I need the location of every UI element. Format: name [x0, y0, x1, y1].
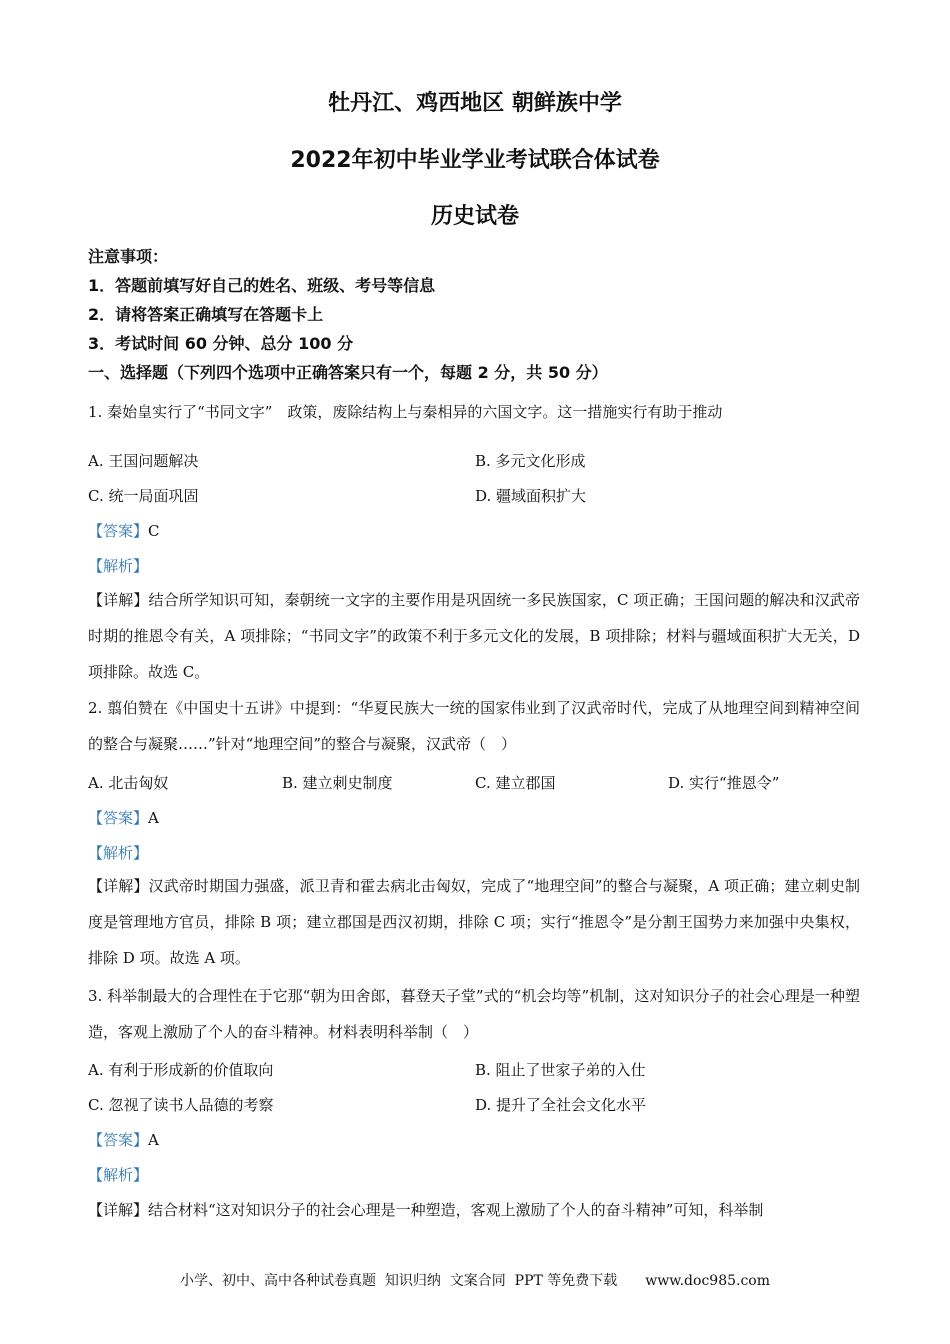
q2-answer: [88, 807, 159, 828]
q1-answer: [88, 520, 160, 541]
q1-analysis: [88, 555, 148, 576]
answer-label: 【答案】: [88, 1131, 149, 1149]
answer-label: 【答案】: [88, 522, 149, 540]
q2-option-c: C. 建立郡国: [475, 774, 556, 792]
q1-option-c: C. 统一局面巩固: [88, 487, 199, 505]
q1-stem: 1. 秦始皇实行了“书同文字” 政策，废除结构上与秦相异的六国文字。这一措施实行有助于推动: [88, 403, 723, 421]
detail-label: 【详解】: [88, 1201, 149, 1219]
notice-item-2: 2．请将答案正确填写在答题卡上: [88, 305, 324, 324]
notice-item-1: 1．答题前填写好自己的姓名、班级、考号等信息: [88, 276, 436, 295]
q2-option-b: B. 建立刺史制度: [282, 774, 393, 792]
q2-option-d: D. 实行“推恩令”: [668, 774, 780, 792]
q2-option-a: A. 北击匈奴: [88, 774, 169, 792]
q3-answer-value: A: [148, 1131, 159, 1149]
school-title: 牡丹江、鸡西地区 朝鲜族中学: [328, 91, 622, 116]
q1-option-d: D. 疆域面积扩大: [475, 487, 587, 505]
q2-answer-value: A: [148, 809, 159, 827]
q2-detail-text: 汉武帝时期国力强盛，派卫青和霍去病北击匈奴，完成了“地理空间”的整合与凝聚，A 项正确；建立刺史制度是管理地方官员，排除 B 项；建立郡国是西汉初期，排除 C 项；实行“推恩令”是分割王国势力来加强中央集权，排除 D 项。故选 A 项。: [88, 877, 860, 967]
q3-option-c: C. 忽视了读书人品德的考察: [88, 1096, 274, 1114]
section-heading: 一、选择题（下列四个选项中正确答案只有一个，每题 2 分，共 50 分）: [88, 363, 608, 382]
q3-detail-text: 结合材料“这对知识分子的社会心理是一种塑造，客观上激励了个人的奋斗精神”可知，科举制: [148, 1201, 764, 1219]
q3-answer: [88, 1129, 159, 1150]
q2-stem: 2. 翦伯赞在《中国史十五讲》中提到：“华夏民族大一统的国家伟业到了汉武帝时代，完成了从地理空间到精神空间的整合与凝聚……”针对“地理空间”的整合与凝聚，汉武帝（ ）: [88, 699, 860, 753]
q1-detail: [88, 582, 860, 690]
notice-item-3: 3．考试时间 60 分钟、总分 100 分: [88, 334, 354, 353]
q1-detail-text: 结合所学知识可知，秦朝统一文字的主要作用是巩固统一多民族国家，C 项正确；王国问题的解决和汉武帝时期的推恩令有关，A 项排除；“书同文字”的政策不利于多元文化的发展，B 项排除；材料与疆域面积扩大无关，D 项排除。故选 C。: [88, 591, 860, 681]
q2-detail: [88, 868, 860, 976]
q3-analysis: [88, 1164, 148, 1185]
analysis-label: 【解析】: [88, 844, 149, 862]
q1-answer-value: C: [148, 522, 160, 540]
answer-label: 【答案】: [88, 809, 149, 827]
subject-title: 历史试卷: [430, 204, 519, 229]
detail-label: 【详解】: [88, 877, 149, 895]
q3-option-b: B. 阻止了世家子弟的入仕: [475, 1061, 646, 1079]
q3-option-a: A. 有利于形成新的价值取向: [88, 1061, 274, 1079]
analysis-label: 【解析】: [88, 557, 149, 575]
q1-option-b: B. 多元文化形成: [475, 452, 586, 470]
q1-option-a: A. 王国问题解决: [88, 452, 199, 470]
analysis-label: 【解析】: [88, 1166, 149, 1184]
page-footer: 小学、初中、高中各种试卷真题 知识归纳 文案合同 PPT 等免费下载 www.doc985.com: [179, 1273, 770, 1289]
q3-stem: 3. 科举制最大的合理性在于它那“朝为田舍郎，暮登天子堂”式的“机会均等”机制，这对知识分子的社会心理是一种塑造，客观上激励了个人的奋斗精神。材料表明科举制（ ）: [88, 987, 860, 1041]
exam-title: 2022年初中毕业学业考试联合体试卷: [290, 148, 660, 173]
q2-analysis: [88, 842, 148, 863]
q3-detail: [88, 1199, 763, 1220]
q3-option-d: D. 提升了全社会文化水平: [475, 1096, 647, 1114]
detail-label: 【详解】: [88, 591, 149, 609]
notice-heading: 注意事项：: [88, 247, 169, 266]
